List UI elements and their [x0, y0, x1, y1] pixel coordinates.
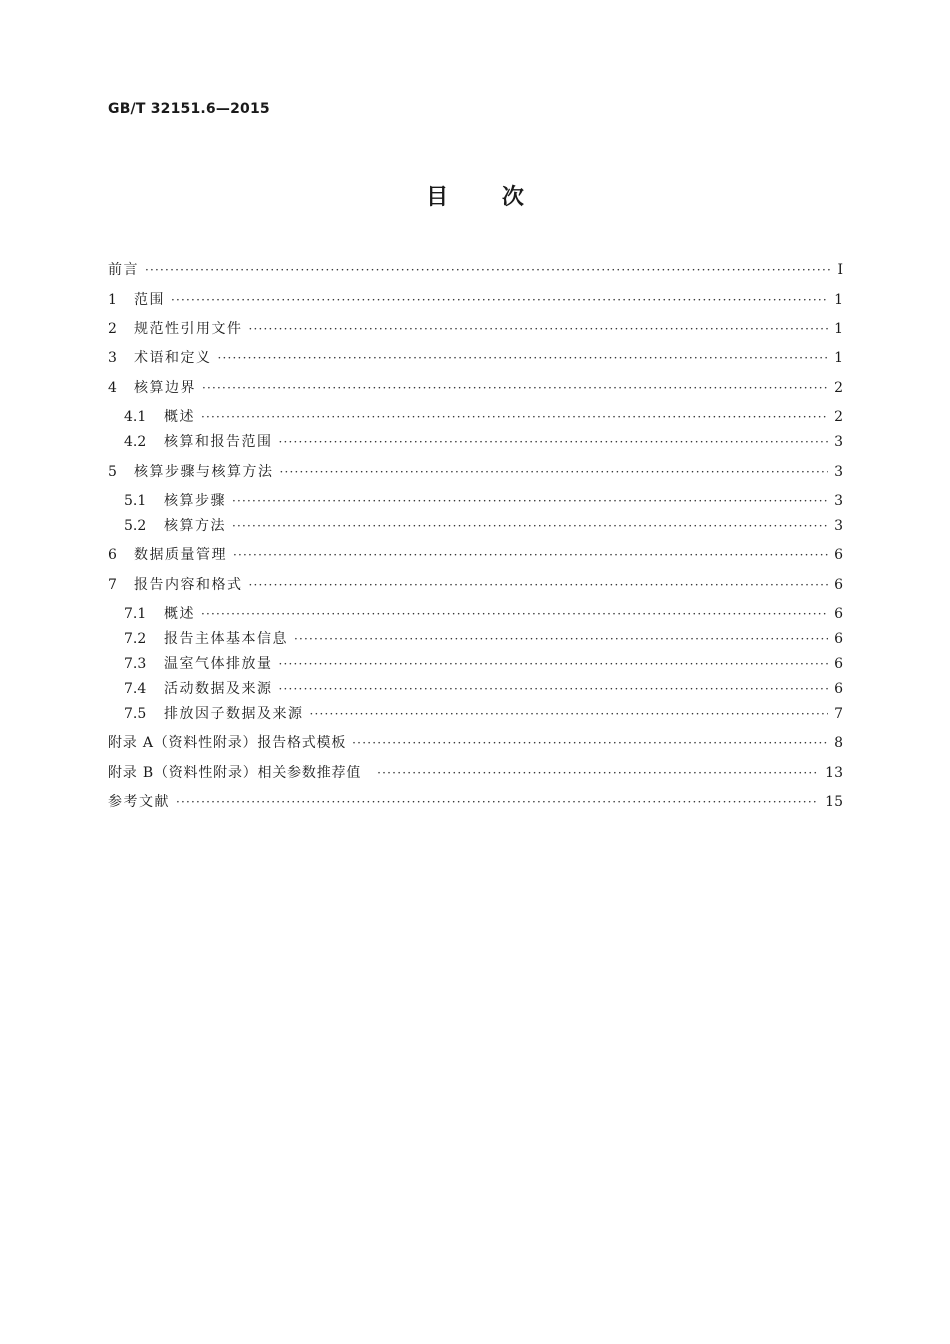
toc-entry-references[interactable] [108, 793, 843, 811]
toc-entry-page: 2 [834, 409, 843, 425]
toc-entry-page: 1 [834, 292, 843, 308]
page-title: 目 次 [426, 185, 524, 210]
toc-entry-label: 前言 [108, 262, 139, 278]
leader-dots [249, 576, 829, 594]
leader-dots [280, 463, 829, 481]
leader-dots [279, 655, 829, 673]
leader-dots [377, 764, 819, 782]
toc-entry-label: 温室气体排放量 [164, 656, 273, 672]
leader-dots [171, 291, 828, 309]
toc-entry-label: 报告主体基本信息 [164, 631, 288, 647]
toc-entry-number: 1 [108, 292, 117, 308]
toc-entry-page: 6 [834, 681, 843, 697]
toc-entry-number: 7.4 [124, 681, 147, 697]
toc-entry-label: 术语和定义 [134, 350, 212, 366]
leader-dots [294, 630, 828, 648]
leader-dots [201, 408, 828, 426]
leader-dots [310, 705, 829, 723]
toc-entry-label: 附录 A（资料性附录）报告格式模板 [108, 735, 347, 751]
toc-entry-page: 6 [834, 577, 843, 593]
leader-dots [249, 320, 829, 338]
leader-dots [201, 605, 828, 623]
toc-entry-page: 1 [834, 350, 843, 366]
toc-entry-7-1[interactable] [124, 605, 843, 623]
toc-entry-annex-a[interactable] [108, 734, 843, 752]
toc-entry-page: 6 [834, 631, 843, 647]
toc-entry-number: 5.2 [124, 518, 147, 534]
leader-dots [232, 492, 828, 510]
toc-entry-label: 附录 B（资料性附录）相关参数推荐值 [108, 765, 362, 781]
toc-entry-label: 核算方法 [164, 518, 226, 534]
toc-entry-page: 3 [834, 464, 843, 480]
leader-dots [176, 793, 819, 811]
toc-entry-page: 2 [834, 380, 843, 396]
toc-entry-label: 参考文献 [108, 794, 170, 810]
toc-entry-number: 6 [108, 547, 117, 563]
toc-entry-page: 3 [834, 518, 843, 534]
toc-entry-number: 4 [108, 380, 117, 396]
leader-dots [233, 546, 828, 564]
toc-entry-7-5[interactable] [124, 705, 843, 723]
toc-entry-label: 规范性引用文件 [134, 321, 243, 337]
toc-entry-5[interactable] [108, 463, 843, 481]
toc-entry-label: 数据质量管理 [134, 547, 227, 563]
toc-entry-number: 5 [108, 464, 117, 480]
toc-entry-foreword[interactable] [108, 261, 843, 279]
toc-entry-7[interactable] [108, 576, 843, 594]
toc-entry-page: 8 [834, 735, 843, 751]
toc-entry-number: 3 [108, 350, 117, 366]
toc-entry-label: 核算和报告范围 [164, 434, 273, 450]
toc-entry-7-4[interactable] [124, 680, 843, 698]
toc-entry-1[interactable] [108, 291, 843, 309]
toc-entry-4[interactable] [108, 379, 843, 397]
toc-entry-page: 6 [834, 656, 843, 672]
toc-entry-page: 6 [834, 606, 843, 622]
toc-entry-2[interactable] [108, 320, 843, 338]
toc-entry-7-3[interactable] [124, 655, 843, 673]
toc-entry-page: 6 [834, 547, 843, 563]
toc-entry-7-2[interactable] [124, 630, 843, 648]
standard-number: GB/T 32151.6—2015 [108, 101, 270, 117]
toc-entry-number: 7.5 [124, 706, 147, 722]
toc-entry-4-1[interactable] [124, 408, 843, 426]
toc-entry-label: 核算步骤 [164, 493, 226, 509]
leader-dots [279, 680, 829, 698]
toc-entry-page: 7 [834, 706, 843, 722]
toc-entry-label: 排放因子数据及来源 [164, 706, 304, 722]
toc-entry-label: 核算步骤与核算方法 [134, 464, 274, 480]
toc-entry-number: 2 [108, 321, 117, 337]
toc-entry-page: 15 [825, 794, 843, 810]
toc-entry-page: Ⅰ [837, 262, 843, 278]
leader-dots [202, 379, 828, 397]
toc-entry-3[interactable] [108, 349, 843, 367]
toc-entry-page: 3 [834, 434, 843, 450]
toc-entry-page: 1 [834, 321, 843, 337]
toc-entry-label: 核算边界 [134, 380, 196, 396]
toc-entry-annex-b[interactable] [108, 764, 843, 782]
leader-dots [145, 261, 831, 279]
leader-dots [279, 433, 829, 451]
toc-entry-number: 4.2 [124, 434, 147, 450]
toc-entry-label: 概述 [164, 409, 195, 425]
toc-entry-number: 7.3 [124, 656, 147, 672]
toc-entry-5-1[interactable] [124, 492, 843, 510]
toc-entry-page: 13 [825, 765, 843, 781]
leader-dots [352, 734, 828, 752]
toc-entry-label: 范围 [134, 292, 165, 308]
toc-entry-label: 报告内容和格式 [134, 577, 243, 593]
toc-entry-5-2[interactable] [124, 517, 843, 535]
toc-entry-number: 7 [108, 577, 117, 593]
toc-entry-4-2[interactable] [124, 433, 843, 451]
toc-entry-label: 活动数据及来源 [164, 681, 273, 697]
toc-entry-number: 7.2 [124, 631, 147, 647]
leader-dots [218, 349, 829, 367]
toc-entry-number: 5.1 [124, 493, 147, 509]
toc-entry-label: 概述 [164, 606, 195, 622]
leader-dots [232, 517, 828, 535]
toc-entry-page: 3 [834, 493, 843, 509]
toc-entry-number: 7.1 [124, 606, 147, 622]
toc-entry-6[interactable] [108, 546, 843, 564]
toc-entry-number: 4.1 [124, 409, 147, 425]
